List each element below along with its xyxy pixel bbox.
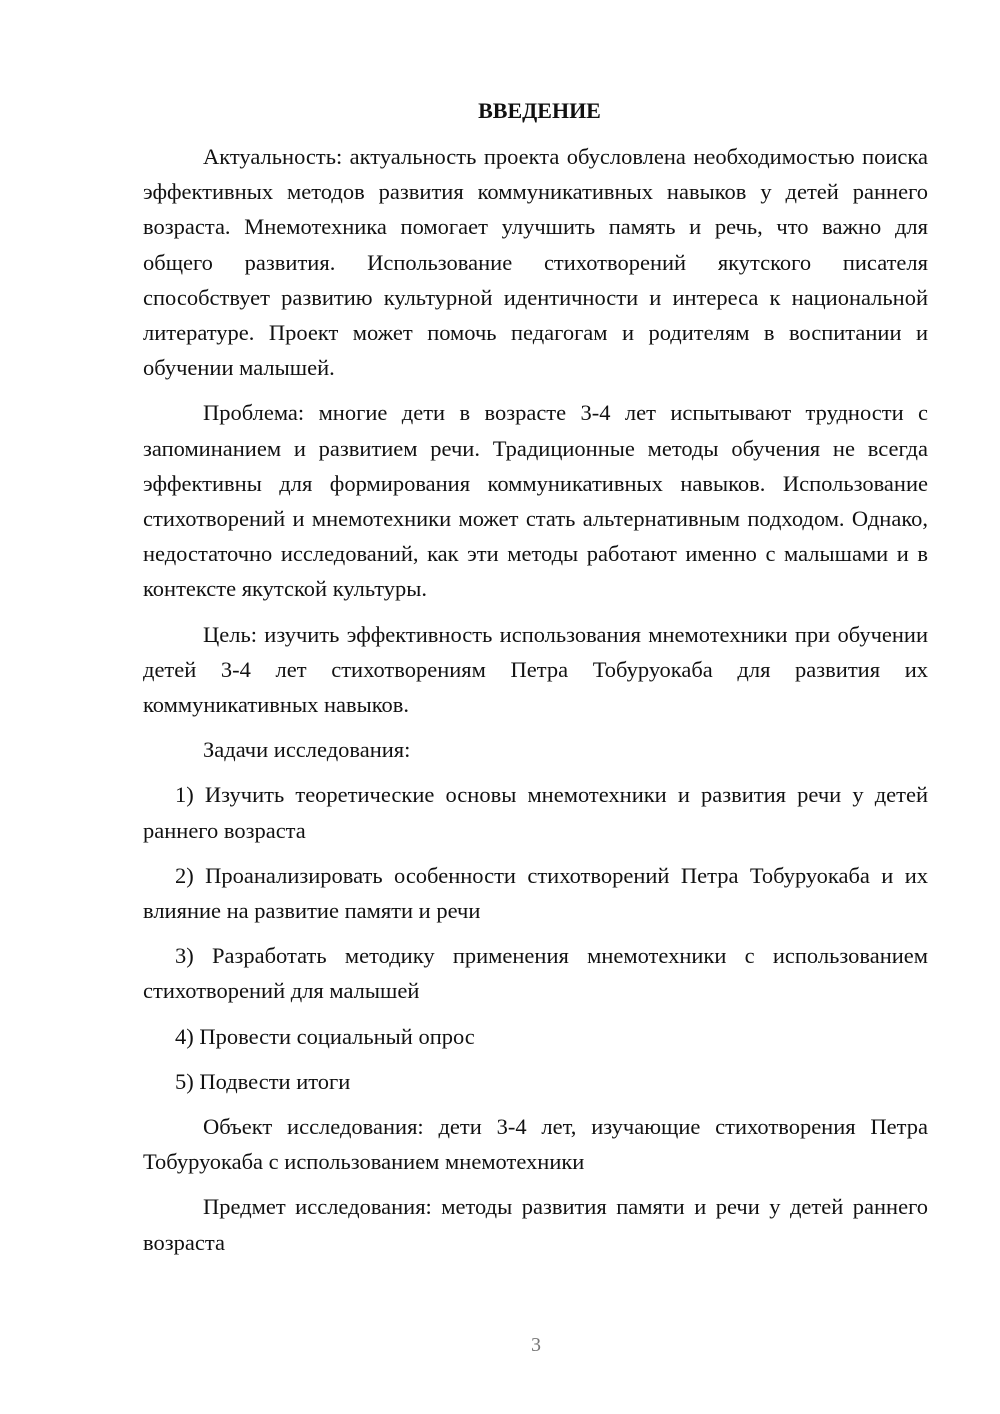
paragraph-goal: Цель: изучить эффективность использования мнемотехники при обучении детей 3-4 лет стихотворениям Петра Тобуруокаба для развития их коммуникативных навыков.	[143, 621, 928, 718]
task-item-3: 3) Разработать методику применения мнемотехники с использованием стихотворений для малышей	[143, 943, 928, 1004]
task-item-4: 4) Провести социальный опрос	[175, 1023, 475, 1049]
task-item-5: 5) Подвести итоги	[175, 1068, 351, 1094]
paragraph-subject: Предмет исследования: методы развития памяти и речи у детей раннего возраста	[143, 1194, 928, 1255]
task-item-1: 1) Изучить теоретические основы мнемотехники и развития речи у детей раннего возраста	[143, 782, 928, 843]
section-title: ВВЕДЕНИЕ	[478, 98, 601, 123]
tasks-heading: Задачи исследования:	[203, 737, 411, 763]
paragraph-relevance: Актуальность: актуальность проекта обусловлена необходимостью поиска эффективных методов развития коммуникативных навыков у детей раннего возраста. Мнемотехника помогает улучшить память и речь, что важно для общего развития. Использование стихотворений якутского писателя способствует развитию культурной идентичности и интереса к национальной литературе. Проект может помочь педагогам и родителям в воспитании и обучении малышей.	[143, 144, 928, 381]
page-content	[143, 95, 928, 1260]
paragraph-object: Объект исследования: дети 3-4 лет, изучающие стихотворения Петра Тобуруокаба с использованием мнемотехники	[143, 1114, 928, 1175]
page-number: 3	[531, 1334, 541, 1356]
paragraph-problem: Проблема: многие дети в возрасте 3-4 лет испытывают трудности с запоминанием и развитием речи. Традиционные методы обучения не всегда эффективны для формирования коммуникативных навыков. Использование стихотворений и мнемотехники может стать альтернативным подходом. Однако, недостаточно исследований, как эти методы работают именно с малышами и в контексте якутской культуры.	[143, 400, 928, 602]
task-item-2: 2) Проанализировать особенности стихотворений Петра Тобуруокаба и их влияние на развитие памяти и речи	[143, 862, 928, 924]
